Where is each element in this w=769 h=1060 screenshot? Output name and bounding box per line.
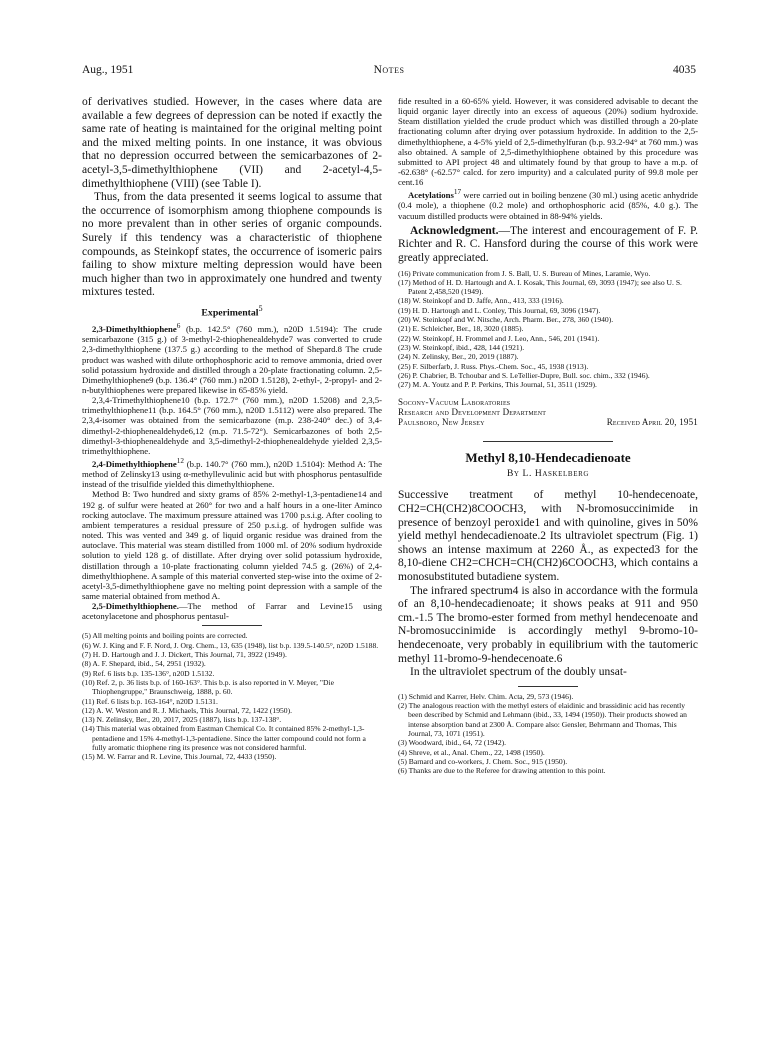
affiliation-row (398, 417, 698, 427)
footnote: (5) Barnard and co-workers, J. Chem. Soc., 915 (1950). (398, 756, 568, 766)
article-title: Methyl 8,10-Hendecadienoate (465, 450, 631, 466)
footnote: (21) E. Schleicher, Ber., 18, 3020 (1885). (398, 324, 524, 334)
acknowledgment: Acknowledgment.—The interest and encouragement of F. P. Richter and R. C. Hansford during the course of this work were greatly appreciated. (398, 224, 698, 264)
footnote: (22) W. Steinkopf, H. Frommel and J. Leo, Ann., 546, 201 (1941). (398, 333, 600, 343)
affiliation-line: Research and Development Department (398, 407, 547, 418)
affiliation-city: Paulsboro, New Jersey (398, 417, 485, 428)
footnote: (5) All melting points and boiling points are corrected. (82, 631, 248, 641)
footnote: (14) This material was obtained from Eastman Chemical Co. It contained 85% 2-methyl-1,3-pentadiene and 15% 4-methyl-1,3-pentadiene. Since the latter compound could not form a fully aromatic thiophene ring its presence was not considered harmful. (82, 724, 366, 753)
left-column (82, 96, 382, 762)
footnote: (9) Ref. 6 lists b.p. 135-136°, n20D 1.5132. (82, 668, 215, 678)
section-name: Notes (373, 64, 405, 76)
footnote: (10) Ref. 2, p. 36 lists b.p. of 160-163°. This b.p. is also reported in V. Meyer, "Die Thiophengruppe," Braunschweig, 1888, p. 60. (82, 677, 334, 697)
body-paragraph: In the ultraviolet spectrum of the doubly unsat- (410, 666, 627, 679)
footnote: (12) A. W. Weston and R. J. Michaels, This Journal, 72, 1422 (1950). (82, 705, 293, 715)
experimental-paragraph: 2,5-Dimethylthiophene.—The method of Farrar and Levine15 using acetonylacetone and phosphorus pentasul- (82, 601, 382, 622)
right-column (398, 96, 698, 775)
experimental-paragraph: Acetylations$^{17}$ were carried out in boiling benzene (30 ml.) using acetic anhydride (0.4 mole), a thiophene (0.2 mole) and orthophosphoric acid (85%, 4.0 g.). The vacuum distilled products were obtained in 88-94% yields. (398, 188, 698, 221)
footnote: (13) N. Zelinsky, Ber., 20, 2017, 2025 (1887), lists b.p. 137-138°. (82, 715, 282, 725)
footnote: (17) Method of H. D. Hartough and A. I. Kosak, This Journal, 69, 3093 (1947); see also U. S. Patent 2,458,520 (1949). (398, 277, 682, 297)
footnote: (1) Schmid and Karrer, Helv. Chim. Acta, 29, 573 (1946). (398, 691, 574, 701)
experimental-heading: Experimental$^5$ (201, 303, 263, 319)
footnotes-article (398, 692, 698, 776)
footnote: (2) The analogous reaction with the methyl esters of elaidinic and brassidinic acid has recently been described by Schmid and Lehmann (ibid., 33, 1494 (1950)). Their products showed an intense absorption band at 2300 Å. Compare also: Gensler, Behrmann and Thomas, This Journal, 73, 1071 (1951). (398, 701, 687, 738)
affiliation-line: Socony-Vacuum Laboratories (398, 397, 511, 408)
footnote-divider (518, 686, 578, 687)
footnote: (6) W. J. King and F. F. Nord, J. Org. Chem., 13, 635 (1948), list b.p. 139.5-140.5°, n20D 1.5188. (82, 640, 379, 650)
experimental-paragraph: fide resulted in a 60-65% yield. However, it was considered advisable to decant the liquid organic layer directly into an excess of aqueous (20%) sodium hydroxide. Steam distillation yielded the crude product which was distilled through a 20-plate fractionating column after drying over potassium hydroxide. In addition to the 2,5-dimethylthiophene, a 4-5% yield of 2,5-dimethylfuran (b.p. 93.2-94° at 760 mm.) was also obtained. A sample of 2,5-dimethylthiophene obtained by this procedure was submitted to API project 48 and ultimately found by that group to have a m.p. of -62.638° (-62.57° calcd. for zero impurity) and a calculated purity of 99.8 mole per cent.16 (398, 96, 698, 188)
body-paragraph: of derivatives studied. However, in the cases where data are available a few degrees of depression can be noted if exactly the same rate of heating is maintained for the original melting point and the mixed melting points. In one instance, it was obvious that no depression occurred between the semicarbazones of 2-acetyl-3,5-dimethylthiophene (VII) and 2-acetyl-4,5-dimethylthiophene (VIII) (see Table I). (82, 96, 382, 190)
footnote: (6) Thanks are due to the Referee for drawing attention to this point. (398, 766, 606, 776)
footnote: (26) P. Chabrier, B. Tchoubar and S. LeTellier-Dupre, Bull. soc. chim., 332 (1946). (398, 370, 650, 380)
page-number: 4035 (673, 64, 696, 76)
footnote: (25) F. Silberfarb, J. Russ. Phys.-Chem. Soc., 45, 1938 (1913). (398, 361, 589, 371)
footnote: (7) H. D. Hartough and J. J. Dickert, This Journal, 71, 3922 (1949). (82, 650, 287, 660)
article-author: By L. Haskelberg (506, 469, 589, 480)
footnote: (23) W. Steinkopf, ibid., 428, 144 (1921). (398, 342, 525, 352)
footnote: (11) Ref. 6 lists b.p. 163-164°, n20D 1.5131. (82, 696, 218, 706)
footnote: (3) Woodward, ibid., 64, 72 (1942). (398, 738, 507, 748)
received-date: Received April 20, 1951 (606, 417, 698, 428)
experimental-paragraph: 2,3-Dimethylthiophene$^6$ (b.p. 142.5° (760 mm.), n20D 1.5194): The crude semicarbazone (315 g.) of 3-methyl-2-thiophenealdehyde7 was converted to crude 2,3-dimethylthiophene (137.5 g.) according to the method of Shepard.8 The crude product was washed with dilute orthophosphoric acid to remove ammonia, dried over solid potassium hydroxide and distilled through a 20-plate fractionating column. 2,5-Dimethylthiophene9 (b.p. 136.4° (760 mm.) n20D 1.5128), 2-ethyl-, 2-propyl- and 2-n-butylthiophenes were prepared likewise in 65-85% yield. (82, 322, 382, 395)
footnotes-right-top (398, 269, 698, 390)
footnote: (18) W. Steinkopf and D. Jaffe, Ann., 413, 333 (1916). (398, 296, 564, 306)
footnote: (4) Shreve, et al., Anal. Chem., 22, 1498 (1950). (398, 747, 545, 757)
body-paragraph: Thus, from the data presented it seems logical to assume that the occurrence of isomorphism among thiophene compounds is no more prevalent than in other series of organic compounds. Surely if this tendency was a characteristic of thiophene compounds, as Steinkopf states, the occurrence of isomeric pairs failing to show mixture melting depression would have been much higher than two in approximately one hundred and twenty mixtures tested. (82, 191, 382, 299)
affiliation (398, 397, 698, 427)
footnote: (27) M. A. Youtz and P. P. Perkins, This Journal, 51, 3511 (1929). (398, 380, 597, 390)
footnote: (8) A. F. Shepard, ibid., 54, 2951 (1932). (82, 659, 206, 669)
footnote: (20) W. Steinkopf and W. Nitsche, Arch. Pharm. Ber., 278, 360 (1940). (398, 315, 614, 325)
experimental-paragraph: Method B: Two hundred and sixty grams of 85% 2-methyl-1,3-pentadiene14 and 192 g. of sulfur were heated at 260° for two and a half hours in a one-liter Aminco rocking autoclave. The maximum pressure attained was 1700 p.s.i.g. After cooling to ambient temperatures a residual pressure of 250 p.s.i.g. of hydrogen sulfide was noted. This was vented and 349 g. of liquid organic residue was drained from the autoclave. This material was steam distilled from 1000 ml. of 20% sodium hydroxide solution to yield 128 g. of distillate. After drying over solid potassium hydroxide, distillation through a 10-plate fractionating column yielded 74.5 g. (26%) of 2,4-dimethylthiophene. A sample of this material converted step-wise into the oxime of 2-acetyl-3,5-dimethylthiophene gave no melting point depression with a sample of the same material obtained from method A. (82, 489, 382, 602)
experimental-paragraph: 2,3,4-Trimethylthiophene10 (b.p. 172.7° (760 mm.), n20D 1.5208) and 2,3,5-trimethylthiophene11 (b.p. 164.5° (760 mm.), n20D 1.5112) were also prepared. The 2,3,4-isomer was obtained from the semicarbazone (m.p. 238-240° dec.) of 3,4-dimethyl-2-thiophenealdehyde6,12 (m.p. 71.5-72°). Semicarbazones of both 2,5-dimethyl-3-thiophenealdehyde and 3,5-dimethyl-2-thiophenealdehyde yielded 2,3,5-trimethylthiophene. (82, 395, 382, 456)
body-paragraph: Successive treatment of methyl 10-hendecenoate, CH2=CH(CH2)8COOCH3, with N-bromosuccinimide in presence of benzoyl peroxide1 and with quinoline, gives in 50% yield methyl hendecadienoate.2 Its ultraviolet spectrum (Fig. 1) shows an intense maximum at 2260 Å., as expected3 for the 8,10-diene CH2=CHCH=CH(CH2)6COOCH3, which contains a monosubstituted butadiene system. (398, 489, 698, 583)
footnote: (15) M. W. Farrar and R. Levine, This Journal, 72, 4433 (1950). (82, 752, 277, 762)
page-header (82, 64, 696, 78)
footnote-divider (202, 625, 262, 626)
footnote: (19) H. D. Hartough and L. Conley, This Journal, 69, 3096 (1947). (398, 305, 601, 315)
footnotes-left (82, 631, 382, 761)
footnote: (24) N. Zelinsky, Ber., 20, 2019 (1887). (398, 352, 519, 362)
experimental-paragraph: 2,4-Dimethylthiophene$^{12}$ (b.p. 140.7° (760 mm.), n20D 1.5104): Method A: The method of Zelinsky13 using α-methyllevulinic acid but with phosphorus pentasulfide instead of the trisulfide yielded this dimethylthiophene. (82, 457, 382, 490)
article-divider (483, 441, 613, 442)
issue-date: Aug., 1951 (82, 64, 134, 76)
footnote: (16) Private communication from J. S. Ball, U. S. Bureau of Mines, Laramie, Wyo. (398, 268, 651, 278)
body-paragraph: The infrared spectrum4 is also in accordance with the formula of an 8,10-hendecadienoate; it shows peaks at 911 and 950 cm.-1.5 The bromo-ester formed from methyl hendecenoate and N-bromosuccinimide is accordingly methyl 9-bromo-10-hendecenoate, very probably in equilibrium with the tautomeric methyl 11-bromo-9-hendecenoate.6 (398, 584, 698, 665)
